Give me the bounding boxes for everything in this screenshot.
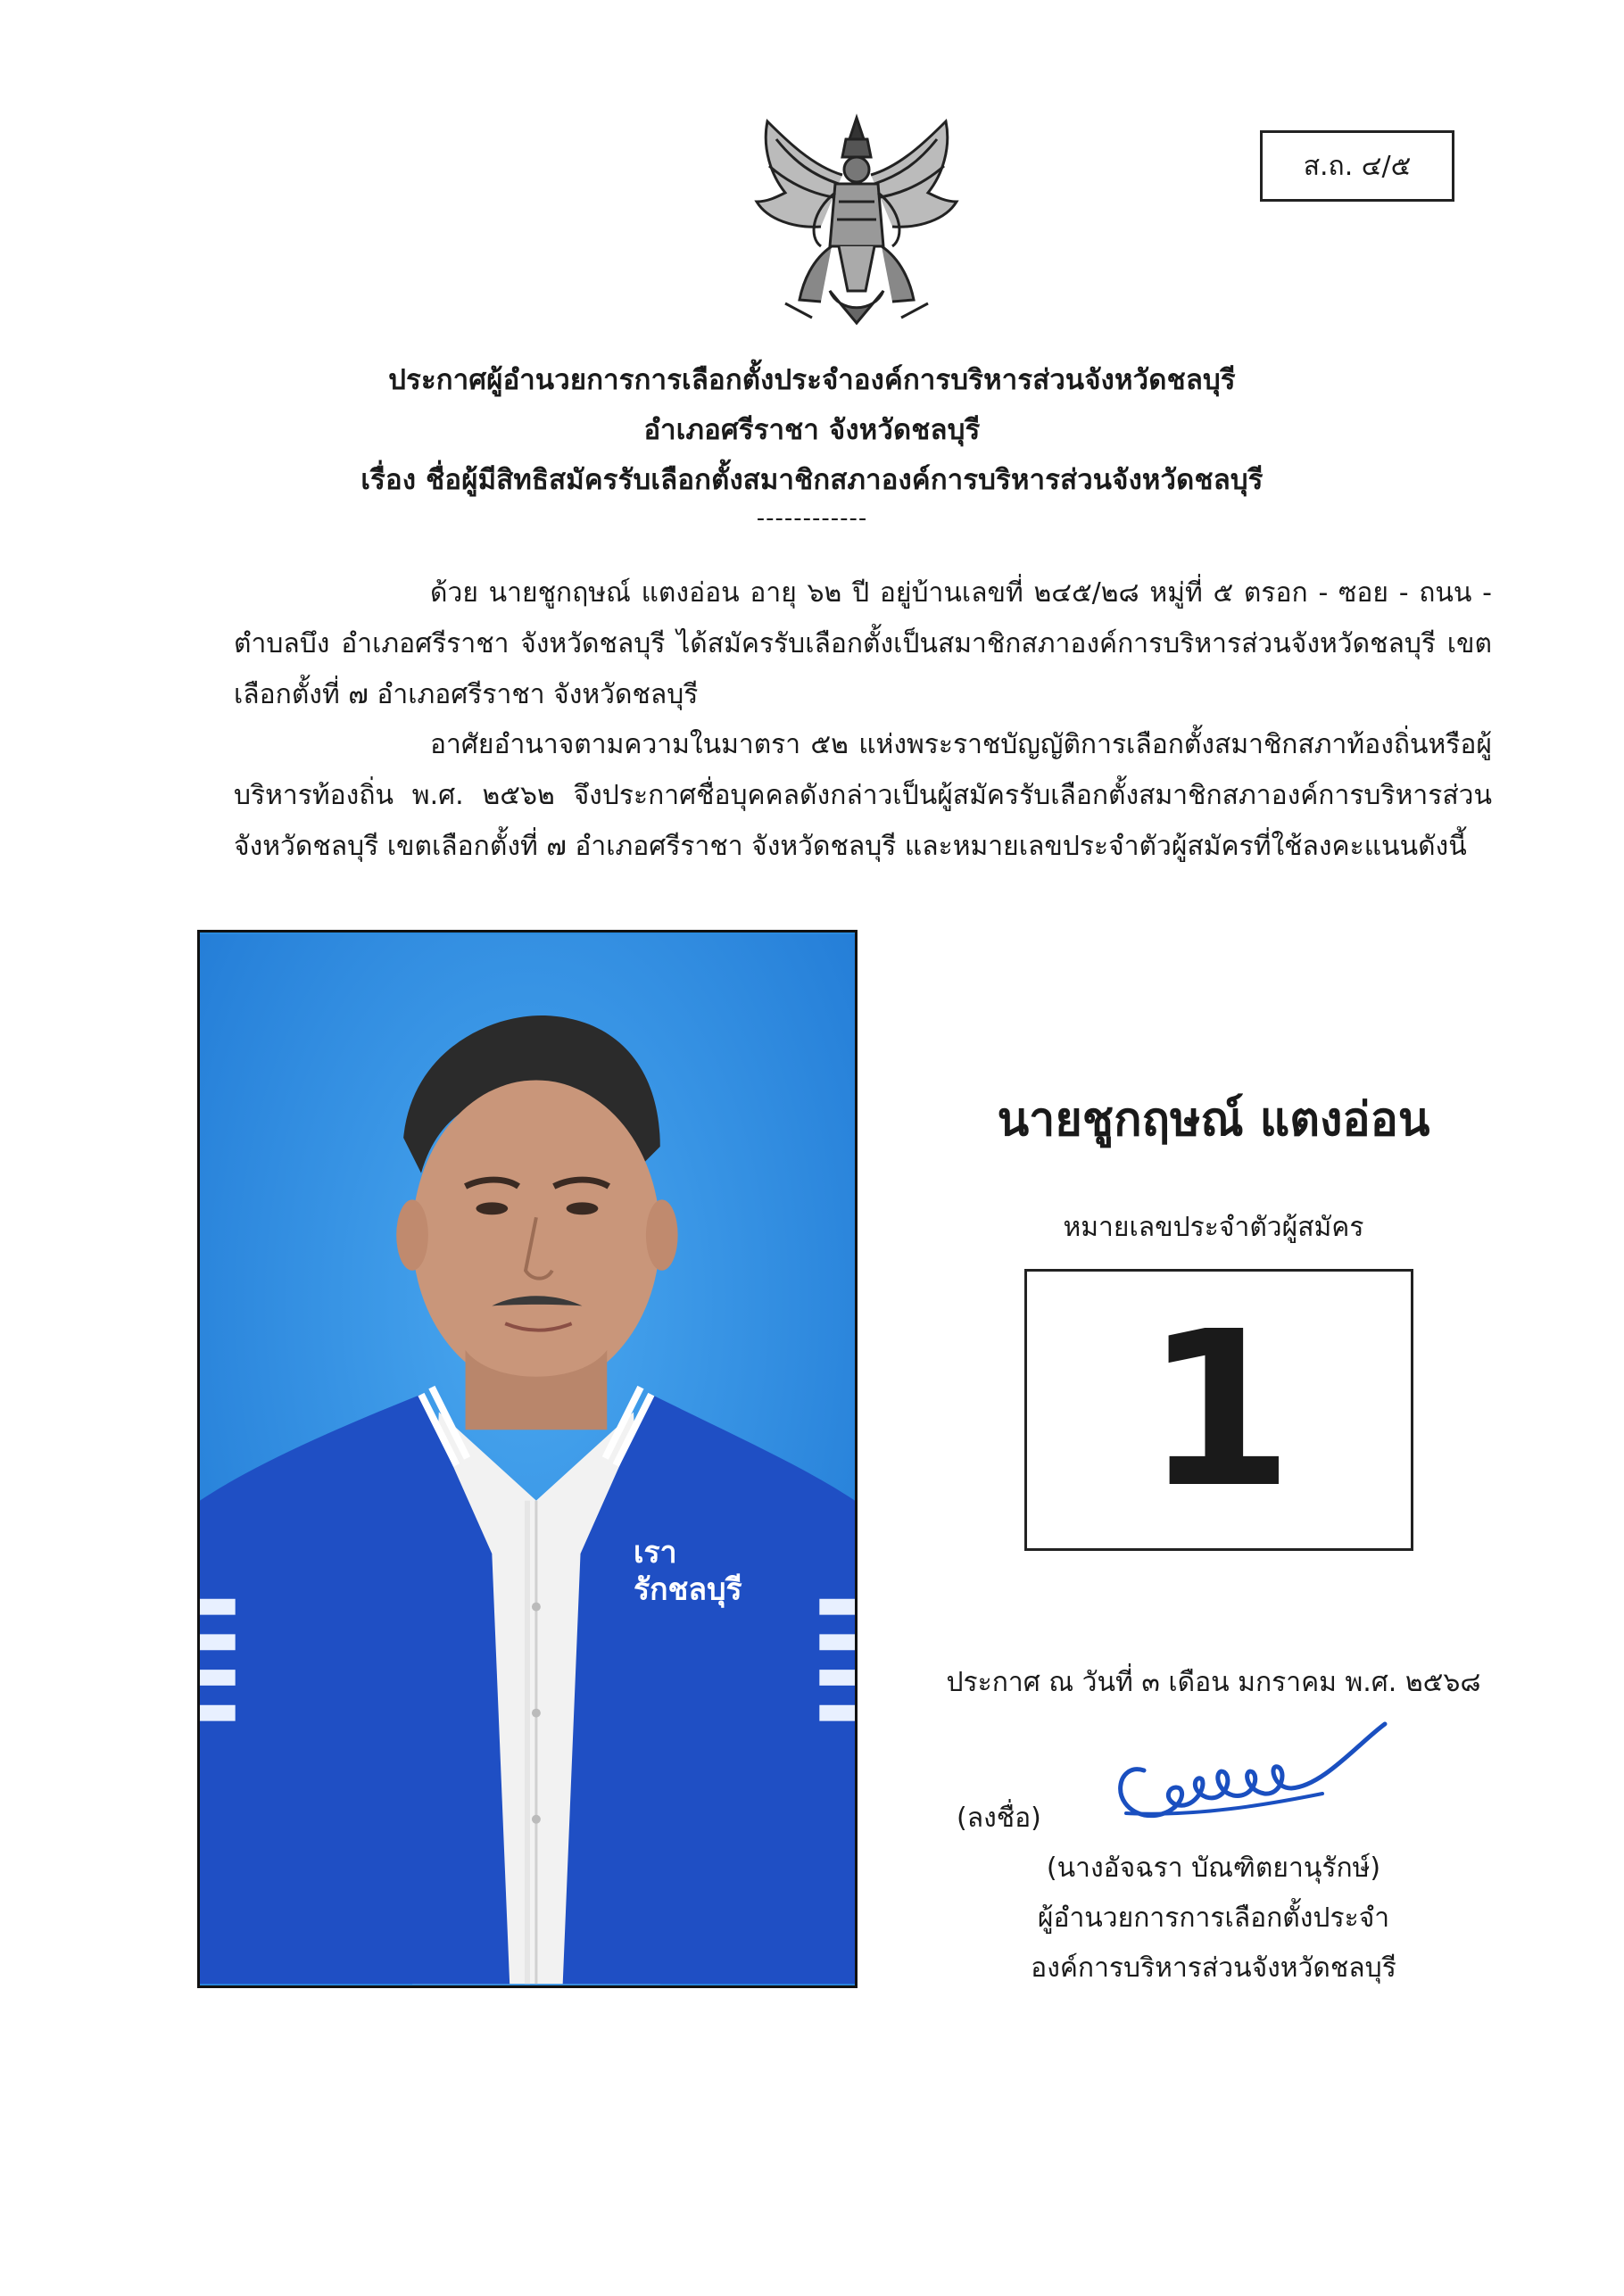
body-paragraph-1-text: ด้วย นายชูกฤษณ์ แตงอ่อน อายุ ๖๒ ปี อยู่บ้านเลขที่ ๒๔๕/๒๘ หมู่ที่ ๕ ตรอก - ซอย - ถนน - ตำบลบึง อำเภอศรีราชา จังหวัดชลบุรี ได้สมัครรับเลือกตั้งเป็นสมาชิกสภาองค์การบริหารส่วนจังหวัดชลบุรี เขตเลือกตั้งที่ ๗ อำเภอศรีราชา จังหวัดชลบุรี bbox=[234, 577, 1492, 710]
heading-separator: ------------ bbox=[756, 505, 868, 532]
candidate-number-label: หมายเลขประจำตัวผู้สมัคร bbox=[1063, 1212, 1364, 1243]
body-paragraph-2-text: อาศัยอำนาจตามความในมาตรา ๕๒ แห่งพระราชบัญญัติการเลือกตั้งสมาชิกสภาท้องถิ่นหรือผู้บริหารท้องถิ่น พ.ศ. ๒๕๖๒ จึงประกาศชื่อบุคคลดังกล่าวเป็นผู้สมัครรับเลือกตั้งสมาชิกสภาองค์การบริหารส่วนจังหวัดชลบุรี เขตเลือกตั้งที่ ๗ อำเภอศรีราชา จังหวัดชลบุรี และหมายเลขประจำตัวผู้สมัครที่ใช้ลงคะแนนดังนี้ bbox=[234, 729, 1492, 862]
announcement-title: ประกาศผู้อำนวยการการเลือกตั้งประจำองค์การบริหารส่วนจังหวัดชลบุรี bbox=[388, 364, 1236, 396]
candidate-number-box bbox=[1024, 1269, 1413, 1551]
signature-icon bbox=[1090, 1708, 1412, 1833]
candidate-name: นายชูกฤษณ์ แตงอ่อน bbox=[997, 1093, 1430, 1147]
candidate-photo bbox=[197, 930, 858, 1988]
announcement-district: อำเภอศรีราชา จังหวัดชลบุรี bbox=[643, 414, 981, 446]
candidate-number: 1 bbox=[1144, 1285, 1294, 1535]
signer-name: (นางอัจฉรา บัณฑิตยานุรักษ์) bbox=[1046, 1853, 1381, 1884]
body-paragraph-2 bbox=[234, 719, 1492, 872]
form-code: ส.ถ. ๔/๕ bbox=[1303, 150, 1412, 182]
signer-position-line1: ผู้อำนวยการการเลือกตั้งประจำ bbox=[1037, 1902, 1390, 1934]
garuda-emblem-icon bbox=[750, 112, 964, 327]
form-code-box bbox=[1260, 130, 1454, 202]
announcement-subject: เรื่อง ชื่อผู้มีสิทธิสมัครรับเลือกตั้งสมาชิกสภาองค์การบริหารส่วนจังหวัดชลบุรี bbox=[360, 464, 1264, 496]
candidate-portrait-illustration bbox=[200, 932, 855, 1985]
jacket-logo-line1: เรา bbox=[634, 1535, 677, 1571]
jacket-logo-line2: รักชลบุรี bbox=[634, 1571, 742, 1607]
announcement-date: ประกาศ ณ วันที่ ๓ เดือน มกราคม พ.ศ. ๒๕๖๘ bbox=[946, 1667, 1481, 1698]
body-paragraph-1 bbox=[234, 568, 1492, 720]
signer-position-line2: องค์การบริหารส่วนจังหวัดชลบุรี bbox=[1031, 1952, 1396, 1984]
sign-label: (ลงชื่อ) bbox=[957, 1803, 1041, 1834]
